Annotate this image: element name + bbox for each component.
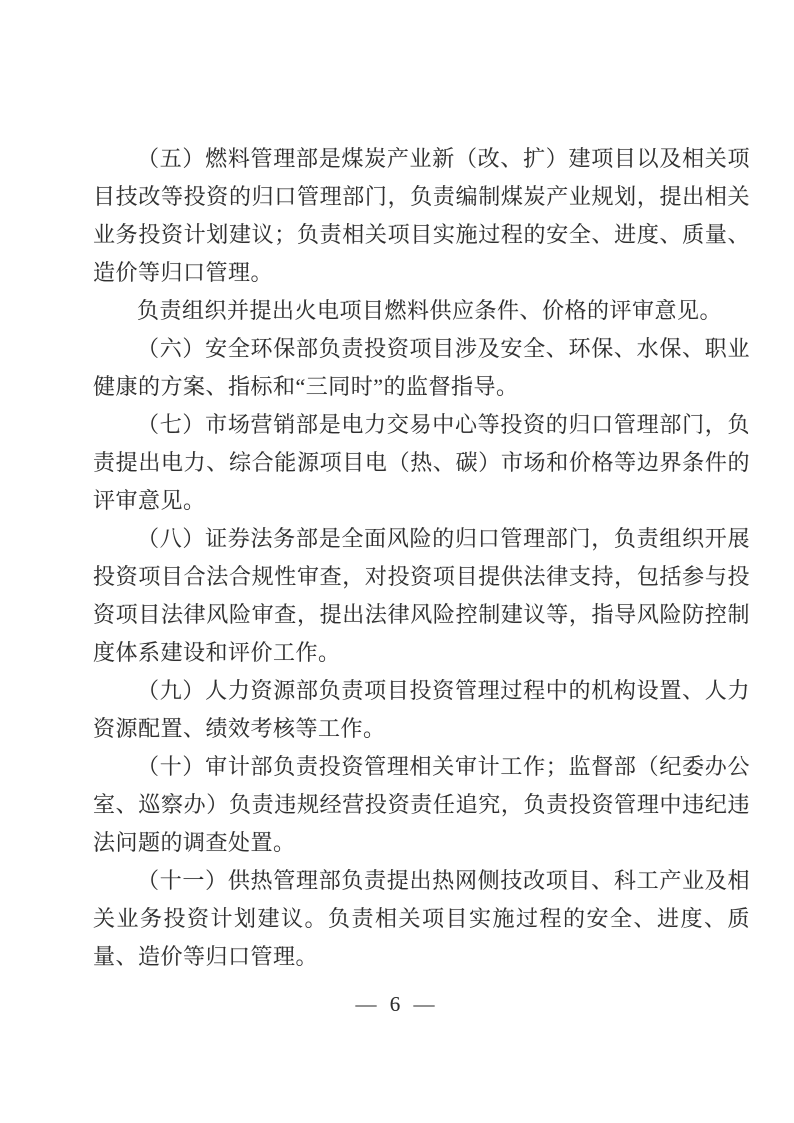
clause-paragraph-9-human-resources: （九）人力资源部负责项目投资管理过程中的机构设置、人力资源配置、绩效考核等工作。 xyxy=(93,678,750,741)
clause-paragraph-7-marketing: （七）市场营销部是电力交易中心等投资的归口管理部门，负责提出电力、综合能源项目电（热、碳）市场和价格等边界条件的评审意见。 xyxy=(93,412,750,513)
document-body xyxy=(93,140,750,976)
clause-paragraph-10-audit-supervision: （十）审计部负责投资管理相关审计工作；监督部（纪委办公室、巡察办）负责违规经营投资责任追究，负责投资管理中违纪违法问题的调查处置。 xyxy=(93,754,750,855)
page-footer xyxy=(0,992,794,1017)
page-number: — 6 — xyxy=(355,992,439,1016)
clause-paragraph-fuel-supply-review: 负责组织并提出火电项目燃料供应条件、价格的评审意见。 xyxy=(137,298,723,323)
clause-paragraph-8-securities-legal: （八）证券法务部是全面风险的归口管理部门，负责组织开展投资项目合法合规性审查，对投资项目提供法律支持，包括参与投资项目法律风险审查，提出法律风险控制建议等，指导风险防控制度体系建设和评价工作。 xyxy=(93,526,750,665)
clause-paragraph-5-fuel-management: （五）燃料管理部是煤炭产业新（改、扩）建项目以及相关项目技改等投资的归口管理部门，负责编制煤炭产业规划，提出相关业务投资计划建议；负责相关项目实施过程的安全、进度、质量、造价等归口管理。 xyxy=(93,146,750,285)
clause-paragraph-6-safety-environment: （六）安全环保部负责投资项目涉及安全、环保、水保、职业健康的方案、指标和“三同时”的监督指导。 xyxy=(93,336,750,399)
clause-paragraph-11-heating-management: （十一）供热管理部负责提出热网侧技改项目、科工产业及相关业务投资计划建议。负责相关项目实施过程的安全、进度、质量、造价等归口管理。 xyxy=(93,868,750,969)
